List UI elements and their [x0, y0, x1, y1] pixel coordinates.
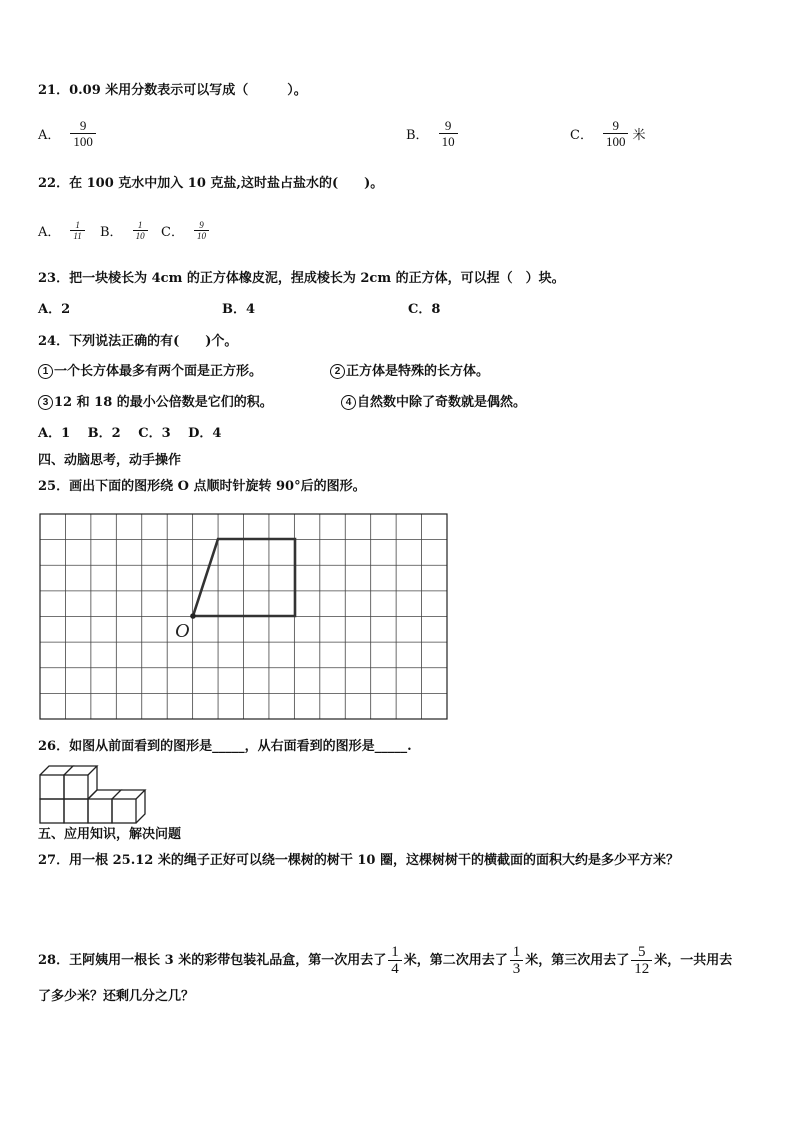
section-5-heading: 五、应用知识，解决问题 [38, 827, 182, 842]
option-label: B． [100, 225, 123, 240]
cube-figure [38, 763, 158, 827]
section-4-heading: 四、动脑思考，动手操作 [38, 453, 182, 468]
q22-option-c[interactable] [161, 220, 211, 241]
question-23: 23．把一块棱长为 4cm 的正方体橡皮泥，捏成棱长为 2cm 的正方体，可以捏（ ）块。 [38, 271, 565, 286]
fraction: $\frac{1}{11}$ [70, 220, 84, 241]
fraction: $\frac{1}{4}$ [388, 944, 402, 977]
q24-statement-4: 4 自然数中除了奇数就是偶然。 [341, 394, 526, 412]
q21-option-c[interactable] [570, 118, 645, 149]
q21-option-b[interactable] [406, 118, 460, 149]
grid-figure[interactable] [38, 512, 448, 722]
question-25: 25．画出下面的图形绕 O 点顺时针旋转 90°后的图形。 [38, 479, 366, 494]
question-27: 27．用一根 25.12 米的绳子正好可以绕一棵树的树干 10 圈，这棵树树干的横截面的面积大约是多少平方米？ [38, 853, 679, 868]
q24-statement-2: 2 正方体是特殊的长方体。 [330, 363, 489, 381]
circled-number: 2 [330, 364, 345, 379]
option-label: C． [570, 128, 593, 143]
fraction: $\frac{9}{100}$ [70, 118, 96, 149]
q22-option-a[interactable] [38, 220, 87, 241]
question-24: 24．下列说法正确的有( )个。 [38, 334, 238, 349]
option-label: A． [38, 225, 61, 240]
question-26: 26．如图从前面看到的图形是_____，从右面看到的图形是_____. [38, 739, 412, 754]
circled-number: 3 [38, 395, 53, 410]
q24-statement-3: 3 12 和 18 的最小公倍数是它们的积。 [38, 394, 273, 412]
q23-option-b[interactable]: B．4 [222, 302, 256, 317]
fraction: $\frac{9}{10}$ [194, 220, 209, 241]
option-label: B． [406, 128, 429, 143]
q23-option-a[interactable]: A．2 [38, 302, 71, 317]
q22-option-b[interactable] [100, 220, 150, 241]
circled-number: 4 [341, 395, 356, 410]
q24-options[interactable]: A．1 B．2 C．3 D．4 [38, 426, 222, 441]
fraction: $\frac{9}{10}$ [439, 118, 458, 149]
fraction: $\frac{1}{3}$ [510, 944, 524, 977]
question-28: 28．王阿姨用一根长 3 米的彩带包装礼品盒，第一次用去了 $\frac{1}{4}$ 米，第二次用去了 $\frac{1}{3}$ 米，第三次用去了 $\frac{5}{12}$ 米，一共用去 [38, 944, 733, 977]
fraction: $\frac{9}{100}$ [603, 118, 629, 149]
fraction: $\frac{5}{12}$ [631, 944, 652, 977]
question-21: 21．0.09 米用分数表示可以写成（ ）。 [38, 83, 307, 98]
question-22: 22．在 100 克水中加入 10 克盐,这时盐占盐水的( )。 [38, 176, 384, 191]
option-label: A． [38, 128, 61, 143]
option-label: C． [161, 225, 184, 240]
q23-option-c[interactable]: C．8 [408, 302, 441, 317]
circled-number: 1 [38, 364, 53, 379]
point-o-label: O [175, 620, 190, 642]
q24-statement-1: 1 一个长方体最多有两个面是正方形。 [38, 363, 262, 381]
question-28-line-2: 了多少米？还剩几分之几？ [38, 989, 195, 1004]
q21-option-a[interactable] [38, 118, 98, 149]
point-o [190, 613, 196, 619]
unit: 米 [632, 128, 646, 143]
quadrilateral-shape [193, 539, 295, 616]
fraction: $\frac{1}{10}$ [133, 220, 148, 241]
